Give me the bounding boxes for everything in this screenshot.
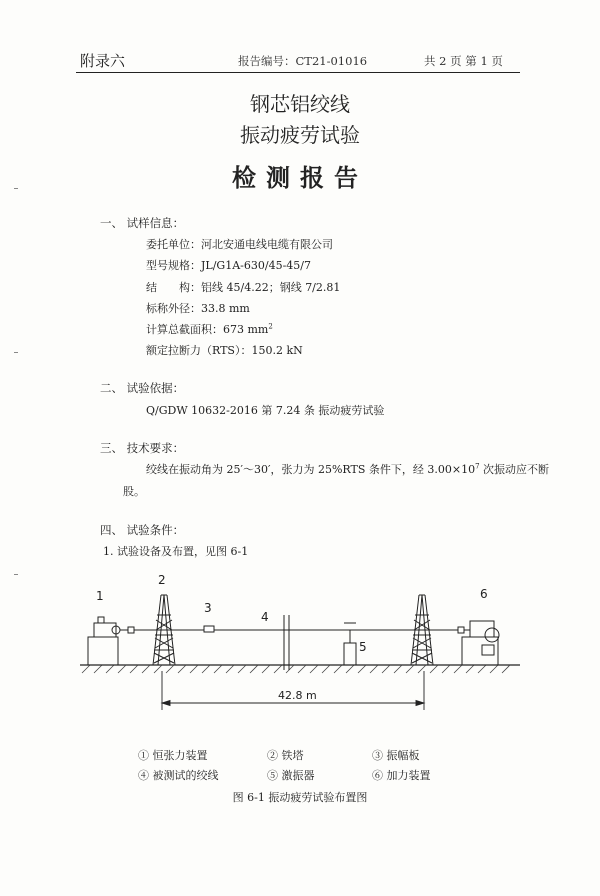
requirement-line-2: 股。 bbox=[123, 485, 145, 498]
legend-item-6: ⑥ 加力装置 bbox=[372, 769, 431, 782]
area-text: 计算总截面积：673 mm bbox=[146, 323, 269, 336]
figure-caption: 图 6-1 振动疲劳试验布置图 bbox=[232, 791, 368, 804]
area-line bbox=[146, 321, 273, 337]
break-marks bbox=[284, 615, 289, 670]
vibration-exciter bbox=[344, 623, 356, 665]
amplitude-plate bbox=[204, 626, 214, 632]
page-info: 共 2 页 第 1 页 bbox=[424, 54, 503, 68]
area-superscript: 2 bbox=[268, 322, 273, 331]
diagram-label-4: 4 bbox=[261, 610, 269, 624]
diameter-line: 标称外径：33.8 mm bbox=[146, 302, 250, 315]
tension-device bbox=[88, 617, 134, 665]
section2-heading: 二、 试验依据： bbox=[100, 381, 185, 395]
section3-heading: 三、 技术要求： bbox=[100, 441, 185, 455]
requirement-superscript: 7 bbox=[475, 462, 480, 471]
margin-mark bbox=[14, 352, 18, 353]
section1-heading: 一、 试样信息： bbox=[100, 216, 185, 230]
requirement-text-b: 次振动应不断 bbox=[479, 463, 550, 476]
legend-item-1: ① 恒张力装置 bbox=[138, 749, 208, 762]
title-line-2: 振动疲劳试验 bbox=[240, 123, 360, 147]
section4-item1: 1. 试验设备及布置，见图 6-1 bbox=[103, 545, 249, 558]
legend-item-4: ④ 被测试的绞线 bbox=[138, 769, 219, 782]
header-divider bbox=[76, 72, 520, 73]
diagram-label-6: 6 bbox=[480, 587, 488, 601]
diagram-label-1: 1 bbox=[96, 589, 104, 603]
legend-item-3: ③ 振幅板 bbox=[372, 749, 420, 762]
standard-line: Q/GDW 10632-2016 第 7.24 条 振动疲劳试验 bbox=[146, 404, 385, 417]
margin-mark bbox=[14, 188, 18, 189]
report-number: 报告编号：CT21-01016 bbox=[238, 54, 368, 68]
structure-line: 结 构：铝线 45/4.22；钢线 7/2.81 bbox=[146, 281, 341, 294]
diagram-label-3: 3 bbox=[204, 601, 212, 615]
client-line: 委托单位：河北安通电线电缆有限公司 bbox=[146, 238, 333, 251]
section4-heading: 四、 试验条件： bbox=[100, 523, 185, 537]
model-line: 型号规格：JL/G1A-630/45-45/7 bbox=[146, 259, 311, 272]
diagram-label-2: 2 bbox=[158, 575, 166, 587]
loading-device bbox=[458, 621, 499, 665]
title-line-3: 检测报告 bbox=[232, 164, 368, 192]
diagram-label-5: 5 bbox=[359, 640, 367, 654]
title-line-1: 钢芯铝绞线 bbox=[250, 92, 350, 116]
requirement-line-1 bbox=[146, 461, 549, 477]
appendix-label: 附录六 bbox=[80, 52, 126, 70]
rts-line: 额定拉断力（RTS）：150.2 kN bbox=[146, 344, 303, 357]
ground-line bbox=[80, 665, 520, 673]
legend-item-2: ② 铁塔 bbox=[267, 749, 304, 762]
requirement-text-a: 绞线在振动角为 25′～30′，张力为 25%RTS 条件下，经 3.00×10 bbox=[146, 463, 476, 476]
span-value: 42.8 m bbox=[278, 689, 317, 702]
test-layout-diagram bbox=[80, 575, 520, 725]
legend-item-5: ⑤ 激振器 bbox=[267, 769, 315, 782]
margin-mark bbox=[14, 574, 18, 575]
